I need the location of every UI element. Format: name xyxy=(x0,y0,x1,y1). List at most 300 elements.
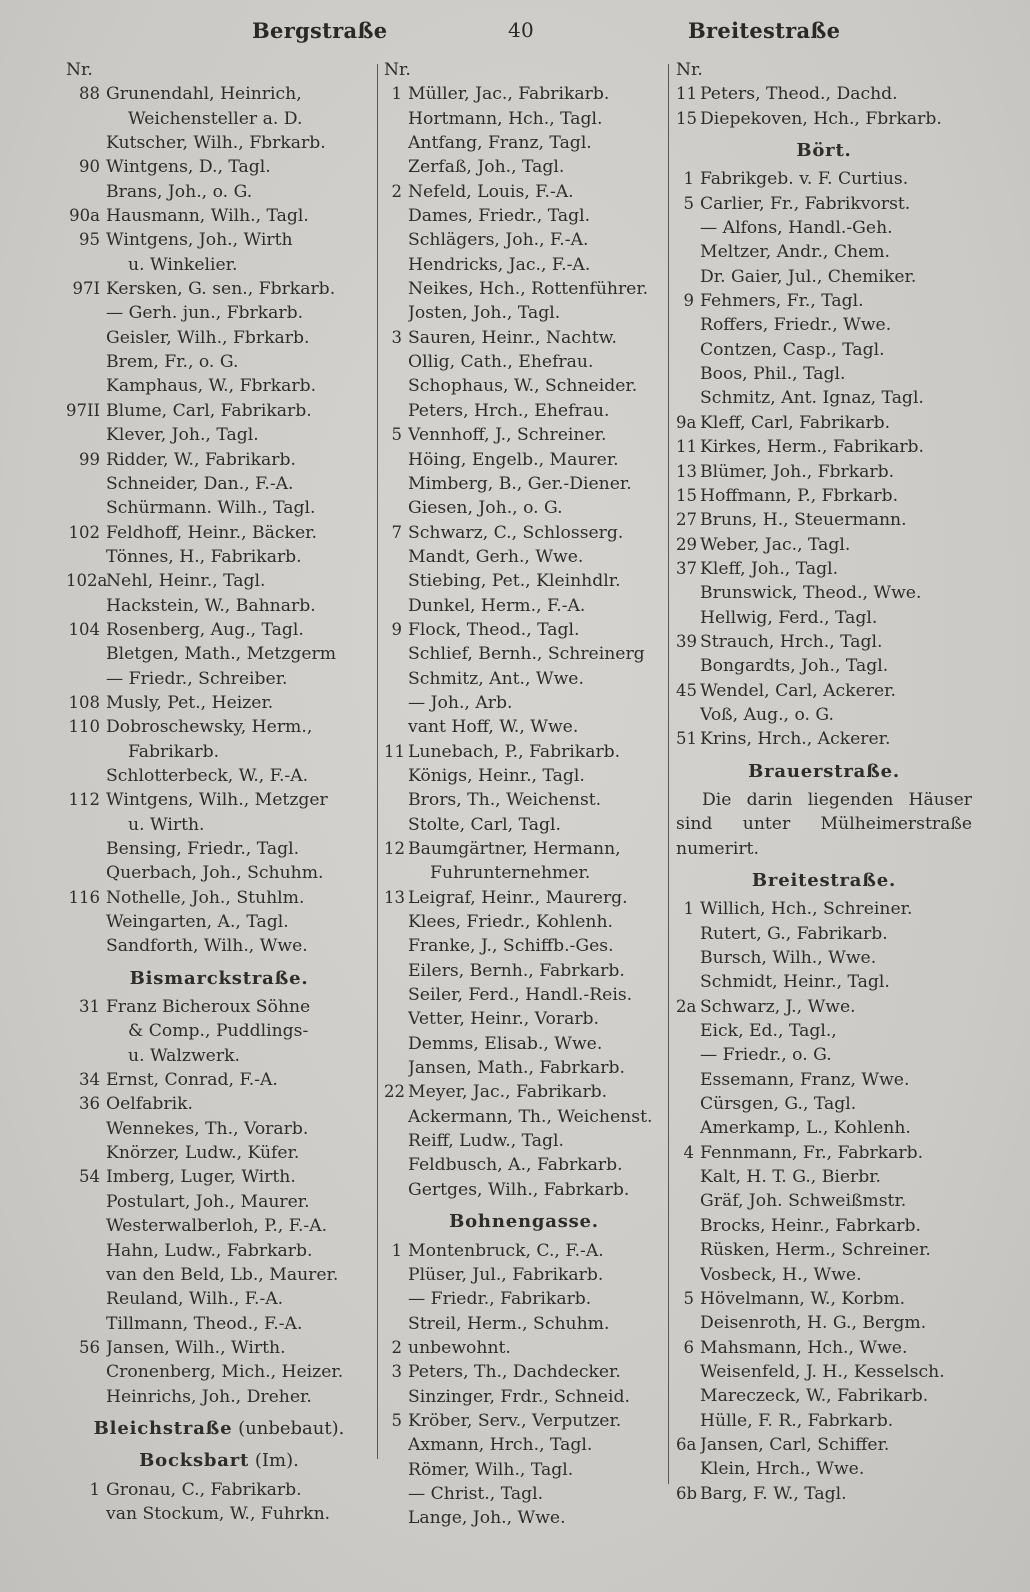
house-number xyxy=(676,703,700,727)
house-number xyxy=(676,581,700,605)
house-number xyxy=(384,1129,408,1153)
resident-text: Reuland, Wilh., F.-A. xyxy=(106,1289,284,1310)
resident-entry xyxy=(66,180,372,204)
resident-text: Vennhoff, J., Schreiner. xyxy=(408,425,607,446)
resident-entry xyxy=(384,374,664,398)
resident-entry xyxy=(676,1141,972,1165)
resident-entry xyxy=(384,1007,664,1031)
house-number xyxy=(676,1165,700,1189)
resident-text: Grunendahl, Heinrich, xyxy=(106,84,302,105)
resident-text: Tönnes, H., Fabrikarb. xyxy=(106,546,302,567)
resident-text: Kleff, Carl, Fabrikarb. xyxy=(700,412,891,433)
house-number: 12 xyxy=(384,839,405,858)
resident-text: vant Hoff, W., Wwe. xyxy=(408,717,579,738)
resident-text: & Comp., Puddlings- xyxy=(128,1021,309,1042)
resident-entry xyxy=(66,301,372,325)
house-number xyxy=(676,338,700,362)
resident-text: Schlotterbeck, W., F.-A. xyxy=(106,765,309,786)
house-number xyxy=(676,970,700,994)
resident-entry xyxy=(384,131,664,155)
resident-entry xyxy=(384,886,664,910)
street-name: Bismarckstraße. xyxy=(129,967,309,989)
resident-entry xyxy=(66,350,372,374)
resident-text: Sandforth, Wilh., Wwe. xyxy=(106,936,308,957)
resident-text: Nothelle, Joh., Stuhlm. xyxy=(106,887,305,908)
house-number xyxy=(676,946,700,970)
resident-entry xyxy=(66,204,372,228)
resident-text: Boos, Phil., Tagl. xyxy=(700,364,846,385)
resident-entry xyxy=(384,1433,664,1457)
resident-entry xyxy=(676,435,972,459)
house-number xyxy=(384,691,408,715)
resident-text: Contzen, Casp., Tagl. xyxy=(700,339,885,360)
resident-text: — Friedr., Fabrikarb. xyxy=(408,1289,592,1310)
resident-entry xyxy=(66,667,372,691)
house-number: 1 xyxy=(89,1479,100,1499)
house-number xyxy=(66,1239,106,1263)
resident-entry xyxy=(676,679,972,703)
house-number xyxy=(676,1043,700,1067)
resident-text: Franz Bicheroux Söhne xyxy=(106,997,311,1018)
resident-entry xyxy=(676,897,972,921)
house-number xyxy=(384,253,408,277)
resident-entry xyxy=(384,326,664,350)
house-number xyxy=(66,301,106,325)
resident-entry xyxy=(384,1458,664,1482)
resident-text: Ackermann, Th., Weichenst. xyxy=(408,1106,653,1127)
resident-text: Axmann, Hrch., Tagl. xyxy=(408,1435,593,1456)
resident-text: Neikes, Hch., Rottenführer. xyxy=(408,279,649,300)
house-number: 9 xyxy=(683,291,694,311)
resident-entry xyxy=(676,265,972,289)
resident-entry xyxy=(66,1092,372,1116)
resident-entry xyxy=(66,82,372,106)
resident-text: Fabrikarb. xyxy=(128,741,220,762)
resident-entry xyxy=(676,1092,972,1116)
house-number xyxy=(384,228,408,252)
resident-entry xyxy=(66,594,372,618)
house-number xyxy=(66,1287,106,1311)
resident-entry xyxy=(676,192,972,216)
house-number xyxy=(66,740,106,764)
resident-entry xyxy=(676,630,972,654)
house-number: 11 xyxy=(384,741,405,761)
resident-text: Giesen, Joh., o. G. xyxy=(408,498,563,519)
resident-text: Montenbruck, C., F.-A. xyxy=(408,1240,604,1261)
house-number xyxy=(384,983,408,1007)
house-number xyxy=(66,1214,106,1238)
resident-text: — Alfons, Handl.-Geh. xyxy=(700,218,893,239)
house-number xyxy=(676,1311,700,1335)
resident-text: Hoffmann, P., Fbrkarb. xyxy=(700,485,899,506)
resident-text: Hendricks, Jac., F.-A. xyxy=(408,254,591,275)
resident-text: — Joh., Arb. xyxy=(408,692,513,713)
resident-entry xyxy=(66,1117,372,1141)
house-number: 90a xyxy=(69,206,100,226)
resident-entry xyxy=(676,1384,972,1408)
house-number-label: Nr. xyxy=(66,60,93,80)
house-number: 116 xyxy=(68,887,100,907)
house-number xyxy=(676,654,700,678)
house-number xyxy=(66,180,106,204)
column-divider xyxy=(668,64,669,1484)
resident-text: Rüsken, Herm., Schreiner. xyxy=(700,1240,931,1261)
house-number xyxy=(66,1044,106,1068)
resident-text: Höing, Engelb., Maurer. xyxy=(408,449,619,470)
resident-entry xyxy=(384,1287,664,1311)
resident-text: Meyer, Jac., Fabrikarb. xyxy=(408,1082,608,1103)
house-number xyxy=(66,1312,106,1336)
house-number xyxy=(66,764,106,788)
entry-continuation xyxy=(66,107,372,131)
house-number xyxy=(66,667,106,691)
resident-text: Demms, Elisab., Wwe. xyxy=(408,1033,603,1054)
directory-column-2 xyxy=(384,58,664,1531)
house-number xyxy=(384,496,408,520)
resident-entry xyxy=(676,1068,972,1092)
resident-entry xyxy=(384,691,664,715)
resident-entry xyxy=(384,837,664,861)
resident-text: Schneider, Dan., F.-A. xyxy=(106,473,294,494)
resident-entry xyxy=(66,399,372,423)
resident-entry xyxy=(676,411,972,435)
house-number: 15 xyxy=(676,108,697,128)
resident-text: — Christ., Tagl. xyxy=(408,1483,544,1504)
resident-text: Eilers, Bernh., Fabrkarb. xyxy=(408,960,625,981)
resident-entry xyxy=(676,533,972,557)
street-name: Bohnengasse. xyxy=(449,1211,599,1233)
resident-entry xyxy=(676,1043,972,1067)
house-number: 88 xyxy=(79,84,100,104)
house-number: 3 xyxy=(391,1362,402,1382)
house-number: 5 xyxy=(683,193,694,213)
house-number: 2a xyxy=(676,996,697,1016)
resident-text: Wintgens, Joh., Wirth xyxy=(106,230,293,251)
resident-entry xyxy=(384,1409,664,1433)
resident-text: Oelfabrik. xyxy=(106,1094,193,1115)
house-number xyxy=(676,1263,700,1287)
house-number xyxy=(384,1506,408,1530)
resident-text: Schmitz, Ant., Wwe. xyxy=(408,668,584,689)
house-number xyxy=(384,1287,408,1311)
resident-text: Müller, Jac., Fabrikarb. xyxy=(408,84,610,105)
house-number xyxy=(384,934,408,958)
house-number xyxy=(66,1190,106,1214)
resident-entry xyxy=(676,289,972,313)
resident-text: Klein, Hrch., Wwe. xyxy=(700,1459,865,1480)
resident-text: Brem, Fr., o. G. xyxy=(106,352,239,373)
house-number xyxy=(384,1056,408,1080)
resident-entry xyxy=(384,253,664,277)
resident-entry xyxy=(66,1239,372,1263)
resident-entry xyxy=(384,277,664,301)
house-number: 15 xyxy=(676,485,697,505)
resident-entry xyxy=(384,740,664,764)
house-number: 31 xyxy=(79,997,100,1017)
resident-text: Rosenberg, Aug., Tagl. xyxy=(106,619,304,640)
resident-entry xyxy=(676,362,972,386)
resident-entry xyxy=(66,277,372,301)
resident-text: Nefeld, Louis, F.-A. xyxy=(408,181,574,202)
house-number: 5 xyxy=(683,1288,694,1308)
resident-text: Peters, Theod., Dachd. xyxy=(700,84,898,105)
street-name: Bleichstraße xyxy=(93,1417,233,1439)
house-number xyxy=(66,107,106,131)
resident-entry xyxy=(66,521,372,545)
resident-entry xyxy=(676,946,972,970)
resident-text: Postulart, Joh., Maurer. xyxy=(106,1191,310,1212)
resident-entry xyxy=(676,1116,972,1140)
resident-text: Peters, Hrch., Ehefrau. xyxy=(408,400,610,421)
resident-entry xyxy=(66,934,372,958)
resident-text: Klever, Joh., Tagl. xyxy=(106,425,259,446)
resident-text: Jansen, Math., Fabrkarb. xyxy=(408,1058,625,1079)
resident-text: Sauren, Heinr., Nachtw. xyxy=(408,327,617,348)
resident-text: Schwarz, C., Schlosserg. xyxy=(408,522,624,543)
resident-text: Wintgens, D., Tagl. xyxy=(106,157,271,178)
resident-entry xyxy=(676,1311,972,1335)
resident-text: Roffers, Friedr., Wwe. xyxy=(700,315,892,336)
street-heading xyxy=(676,760,972,784)
resident-text: Sinzinger, Frdr., Schneid. xyxy=(408,1386,630,1407)
house-number: 45 xyxy=(676,680,697,700)
resident-entry xyxy=(66,155,372,179)
resident-text: Gronau, C., Fabrikarb. xyxy=(106,1479,302,1500)
house-number xyxy=(384,1385,408,1409)
house-number xyxy=(676,922,700,946)
resident-text: Willich, Hch., Schreiner. xyxy=(700,899,913,920)
resident-entry xyxy=(66,910,372,934)
resident-text: Dobroschewsky, Herm., xyxy=(106,717,313,738)
house-number: 37 xyxy=(676,558,697,578)
resident-entry xyxy=(676,107,972,131)
resident-text: Blume, Carl, Fabrikarb. xyxy=(106,400,312,421)
resident-entry xyxy=(66,995,372,1019)
street-heading xyxy=(66,1449,372,1473)
resident-entry xyxy=(66,1312,372,1336)
resident-entry xyxy=(384,204,664,228)
resident-text: Leigraf, Heinr., Maurerg. xyxy=(408,887,628,908)
house-number xyxy=(384,1153,408,1177)
house-number xyxy=(384,1312,408,1336)
resident-entry xyxy=(66,642,372,666)
resident-text: Brors, Th., Weichenst. xyxy=(408,790,602,811)
house-number xyxy=(66,1360,106,1384)
street-name: Bocksbart xyxy=(139,1450,250,1472)
house-number: 108 xyxy=(68,692,100,712)
resident-text: Weingarten, A., Tagl. xyxy=(106,912,289,933)
resident-entry xyxy=(66,1385,372,1409)
resident-text: Schürmann. Wilh., Tagl. xyxy=(106,498,316,519)
resident-text: Kleff, Joh., Tagl. xyxy=(700,558,839,579)
resident-entry xyxy=(66,1214,372,1238)
resident-text: Schmitz, Ant. Ignaz, Tagl. xyxy=(700,388,924,409)
resident-text: Schlägers, Joh., F.-A. xyxy=(408,230,589,251)
street-heading xyxy=(676,139,972,163)
resident-entry xyxy=(66,886,372,910)
resident-text: Barg, F. W., Tagl. xyxy=(700,1483,847,1504)
resident-text: Ernst, Conrad, F.-A. xyxy=(106,1070,278,1091)
resident-entry xyxy=(66,1336,372,1360)
resident-text: Cronenberg, Mich., Heizer. xyxy=(106,1362,344,1383)
resident-text: Reiff, Ludw., Tagl. xyxy=(408,1131,565,1152)
resident-text: Bletgen, Math., Metzgerm xyxy=(106,644,337,665)
resident-entry xyxy=(384,1336,664,1360)
house-number: 34 xyxy=(79,1070,100,1090)
house-number xyxy=(66,1019,106,1043)
resident-text: Kamphaus, W., Fbrkarb. xyxy=(106,376,317,397)
resident-text: Baumgärtner, Hermann, xyxy=(408,839,621,859)
resident-text: — Gerh. jun., Fbrkarb. xyxy=(106,303,304,324)
resident-entry xyxy=(384,764,664,788)
house-number xyxy=(676,1457,700,1481)
house-number xyxy=(384,448,408,472)
house-number xyxy=(676,386,700,410)
house-number: 5 xyxy=(391,425,402,445)
resident-entry xyxy=(384,813,664,837)
resident-entry xyxy=(384,1263,664,1287)
house-number xyxy=(384,788,408,812)
resident-text: Musly, Pet., Heizer. xyxy=(106,692,274,713)
resident-text: Geisler, Wilh., Fbrkarb. xyxy=(106,327,310,348)
resident-text: Stolte, Carl, Tagl. xyxy=(408,814,561,835)
house-number xyxy=(384,107,408,131)
house-number xyxy=(384,374,408,398)
resident-entry xyxy=(676,581,972,605)
resident-entry xyxy=(66,691,372,715)
resident-entry xyxy=(384,667,664,691)
resident-entry xyxy=(384,1312,664,1336)
directory-column-3 xyxy=(676,58,972,1506)
resident-text: Brocks, Heinr., Fabrkarb. xyxy=(700,1215,921,1236)
house-number xyxy=(676,1409,700,1433)
resident-text: Knörzer, Ludw., Küfer. xyxy=(106,1143,300,1164)
house-number xyxy=(384,204,408,228)
resident-entry xyxy=(676,654,972,678)
house-number xyxy=(66,1117,106,1141)
house-number xyxy=(66,813,106,837)
house-number xyxy=(676,362,700,386)
resident-entry xyxy=(66,423,372,447)
resident-entry xyxy=(66,861,372,885)
resident-text: Lunebach, P., Fabrikarb. xyxy=(408,741,621,762)
resident-text: Römer, Wilh., Tagl. xyxy=(408,1459,574,1480)
resident-entry xyxy=(384,1482,664,1506)
house-number: 2 xyxy=(391,181,402,201)
resident-entry xyxy=(384,472,664,496)
house-number xyxy=(676,1384,700,1408)
resident-text: Klees, Friedr., Kohlenh. xyxy=(408,912,614,933)
resident-text: unbewohnt. xyxy=(408,1337,511,1358)
house-number xyxy=(66,374,106,398)
resident-entry xyxy=(384,448,664,472)
resident-text: Weisenfeld, J. H., Kesselsch. xyxy=(700,1361,945,1382)
resident-entry xyxy=(384,1153,664,1177)
resident-text: Hövelmann, W., Korbm. xyxy=(700,1288,906,1309)
resident-entry xyxy=(384,1080,664,1104)
resident-text: Jansen, Carl, Schiffer. xyxy=(700,1434,890,1455)
resident-entry xyxy=(384,228,664,252)
resident-text: Hellwig, Ferd., Tagl. xyxy=(700,607,878,628)
resident-entry xyxy=(676,606,972,630)
resident-text: Krins, Hrch., Ackerer. xyxy=(700,729,891,750)
house-number xyxy=(676,265,700,289)
house-number xyxy=(384,1482,408,1506)
resident-text: Feldbusch, A., Fabrkarb. xyxy=(408,1155,623,1176)
resident-text: Mimberg, B., Ger.-Diener. xyxy=(408,473,632,494)
street-name: Bört. xyxy=(796,140,852,162)
resident-text: Kutscher, Wilh., Fbrkarb. xyxy=(106,133,326,154)
resident-entry xyxy=(676,167,972,191)
house-number xyxy=(384,350,408,374)
house-number: 36 xyxy=(79,1094,100,1114)
resident-text: van Stockum, W., Fuhrkn. xyxy=(106,1503,331,1524)
house-number xyxy=(384,1007,408,1031)
resident-text: Westerwalberloh, P., F.-A. xyxy=(106,1216,328,1237)
resident-text: Wennekes, Th., Vorarb. xyxy=(106,1118,309,1139)
house-number: 3 xyxy=(391,327,402,347)
resident-entry xyxy=(384,1129,664,1153)
house-number xyxy=(384,472,408,496)
house-number xyxy=(66,594,106,618)
resident-entry xyxy=(384,1385,664,1409)
house-number xyxy=(676,1092,700,1116)
street-heading xyxy=(676,869,972,893)
resident-entry xyxy=(384,350,664,374)
resident-text: Voß, Aug., o. G. xyxy=(700,704,835,725)
resident-text: Fabrikgeb. v. F. Curtius. xyxy=(700,169,909,190)
house-number xyxy=(66,496,106,520)
resident-text: Ridder, W., Fabrikarb. xyxy=(106,449,296,470)
resident-entry xyxy=(676,1287,972,1311)
resident-text: u. Winkelier. xyxy=(128,254,238,275)
house-number: 51 xyxy=(676,729,697,749)
house-number xyxy=(384,764,408,788)
resident-entry xyxy=(66,715,372,739)
resident-text: u. Wirth. xyxy=(128,814,205,835)
resident-entry xyxy=(66,788,372,812)
house-number xyxy=(66,1385,106,1409)
page-header xyxy=(0,10,1030,50)
resident-entry xyxy=(676,1482,972,1506)
house-number: 39 xyxy=(676,631,697,651)
resident-text: Brans, Joh., o. G. xyxy=(106,181,253,202)
resident-text: Fuhrunternehmer. xyxy=(430,863,591,884)
resident-entry xyxy=(676,460,972,484)
resident-text: Cürsgen, G., Tagl. xyxy=(700,1094,857,1115)
resident-text: Kirkes, Herm., Fabrikarb. xyxy=(700,437,925,458)
house-number xyxy=(66,326,106,350)
resident-entry xyxy=(676,1238,972,1262)
house-number xyxy=(66,423,106,447)
resident-entry xyxy=(384,521,664,545)
page-number: 40 xyxy=(508,18,535,42)
house-number: 2 xyxy=(391,1337,402,1357)
resident-text: Hortmann, Hch., Tagl. xyxy=(408,108,603,129)
house-number: 112 xyxy=(68,790,100,810)
resident-entry xyxy=(384,545,664,569)
resident-entry xyxy=(66,448,372,472)
house-number xyxy=(384,910,408,934)
house-number xyxy=(384,715,408,739)
resident-text: Zerfaß, Joh., Tagl. xyxy=(408,157,565,178)
house-number: 97II xyxy=(66,400,101,420)
house-number: 56 xyxy=(79,1337,100,1357)
resident-entry xyxy=(676,1019,972,1043)
house-number xyxy=(66,642,106,666)
street-name: Breitestraße. xyxy=(751,870,897,891)
house-number: 102 xyxy=(68,522,100,542)
